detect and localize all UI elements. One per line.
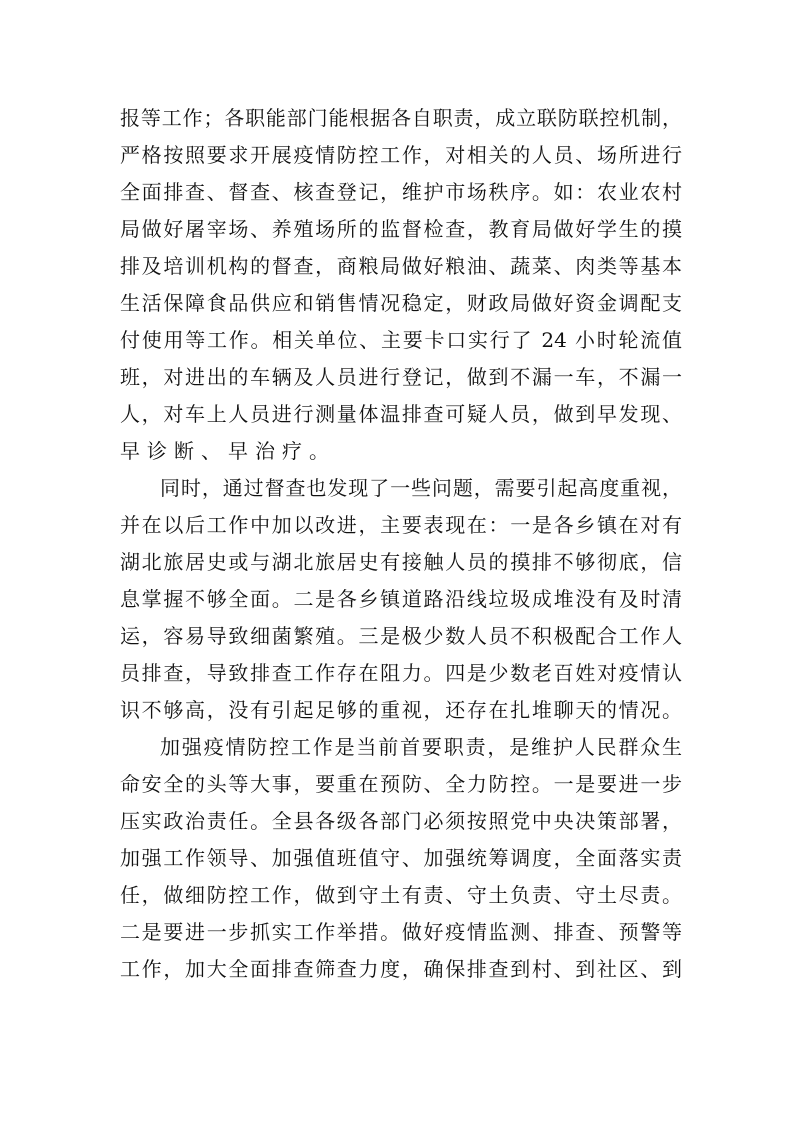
body-text bbox=[120, 100, 682, 988]
text-line: 局做好屠宰场、养殖场所的监督检查，教育局做好学生的摸 bbox=[120, 217, 682, 241]
text-line: 早诊断、早治疗。 bbox=[120, 439, 336, 463]
paragraph-start-line: 加强疫情防控工作是当前首要职责，是维护人民群众生 bbox=[160, 735, 682, 759]
text-line: 任，做细防控工作，做到守土有责、守土负责、守土尽责。 bbox=[120, 883, 682, 907]
paragraph-start-line: 同时，通过督查也发现了一些问题，需要引起高度重视， bbox=[160, 476, 682, 500]
text-line: 运，容易导致细菌繁殖。三是极少数人员不积极配合工作人 bbox=[120, 624, 682, 648]
text-line: 二是要进一步抓实工作举措。做好疫情监测、排查、预警等 bbox=[120, 920, 682, 944]
text-line: 识不够高，没有引起足够的重视，还存在扎堆聊天的情况。 bbox=[120, 698, 682, 722]
text-line: 全面排查、督查、核查登记，维护市场秩序。如：农业农村 bbox=[120, 180, 682, 204]
text-line: 班，对进出的车辆及人员进行登记，做到不漏一车，不漏一 bbox=[120, 365, 682, 389]
text-line: 付使用等工作。相关单位、主要卡口实行了 24 小时轮流值 bbox=[120, 328, 682, 352]
text-line: 息掌握不够全面。二是各乡镇道路沿线垃圾成堆没有及时清 bbox=[120, 587, 682, 611]
text-line: 排及培训机构的督查，商粮局做好粮油、蔬菜、肉类等基本 bbox=[120, 254, 682, 278]
text-line: 压实政治责任。全县各级各部门必须按照党中央决策部署， bbox=[120, 809, 682, 833]
text-line: 并在以后工作中加以改进，主要表现在：一是各乡镇在对有 bbox=[120, 513, 682, 537]
text-line: 生活保障食品供应和销售情况稳定，财政局做好资金调配支 bbox=[120, 291, 682, 315]
text-line: 工作，加大全面排查筛查力度，确保排查到村、到社区、到 bbox=[120, 957, 682, 981]
text-line: 湖北旅居史或与湖北旅居史有接触人员的摸排不够彻底，信 bbox=[120, 550, 682, 574]
text-line: 人，对车上人员进行测量体温排查可疑人员，做到早发现、 bbox=[120, 402, 682, 426]
text-line: 命安全的头等大事，要重在预防、全力防控。一是要进一步 bbox=[120, 772, 682, 796]
text-line: 严格按照要求开展疫情防控工作，对相关的人员、场所进行 bbox=[120, 143, 682, 167]
text-line: 员排查，导致排查工作存在阻力。四是少数老百姓对疫情认 bbox=[120, 661, 682, 685]
text-line: 报等工作；各职能部门能根据各自职责，成立联防联控机制， bbox=[120, 106, 682, 130]
text-line: 加强工作领导、加强值班值守、加强统筹调度，全面落实责 bbox=[120, 846, 682, 870]
